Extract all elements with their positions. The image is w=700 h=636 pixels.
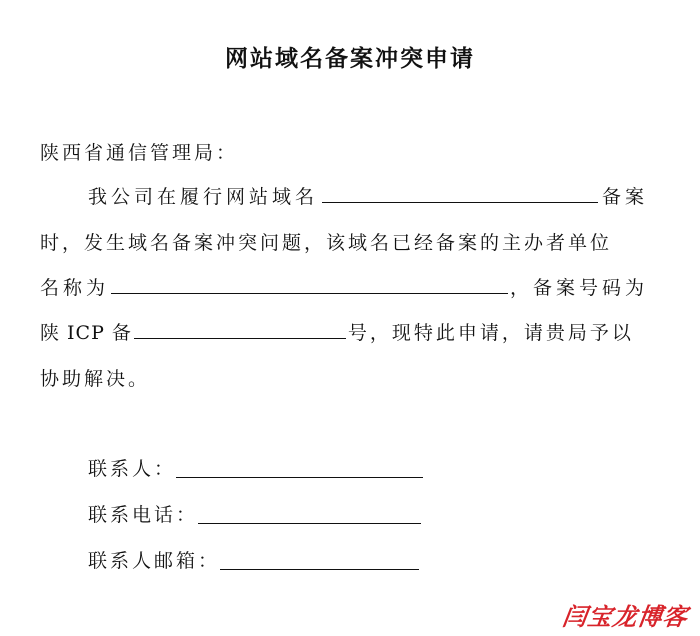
contact-person-label: 联系人：	[88, 458, 177, 480]
body-line-1	[40, 182, 648, 212]
contact-email-blank	[220, 568, 419, 570]
body-line-1-text: 我公司在履行网站域名	[88, 186, 319, 208]
icp-number-blank	[134, 337, 346, 339]
contact-email-row	[88, 546, 419, 576]
body-line-2: 时，发生域名备案冲突问题，该域名已经备案的主办者单位	[40, 232, 613, 254]
body-line-4	[40, 318, 648, 348]
body-line-1-end: 备案	[601, 186, 648, 208]
organizer-name-blank	[111, 292, 508, 294]
addressee: 陕西省通信管理局：	[40, 142, 239, 164]
contact-phone-blank	[198, 522, 421, 524]
body-line-4-start: 陕 ICP 备	[40, 322, 132, 344]
document-title: 网站域名备案冲突申请	[225, 45, 475, 72]
body-line-4-end: 号，现特此申请，请贵局予以	[347, 322, 634, 344]
domain-name-blank	[322, 201, 598, 203]
body-line-3-start: 名称为	[40, 277, 110, 299]
body-line-3	[40, 273, 648, 303]
body-line-3-end: ，备案号码为	[509, 277, 648, 299]
contact-email-label: 联系人邮箱：	[88, 550, 221, 572]
contact-person-blank	[176, 476, 423, 478]
contact-phone-label: 联系电话：	[88, 504, 199, 526]
blog-watermark-logo: 闫宝龙博客	[560, 603, 690, 631]
contact-phone-row	[88, 500, 421, 530]
body-line-5: 协助解决。	[40, 368, 151, 390]
contact-person-row	[88, 454, 423, 484]
